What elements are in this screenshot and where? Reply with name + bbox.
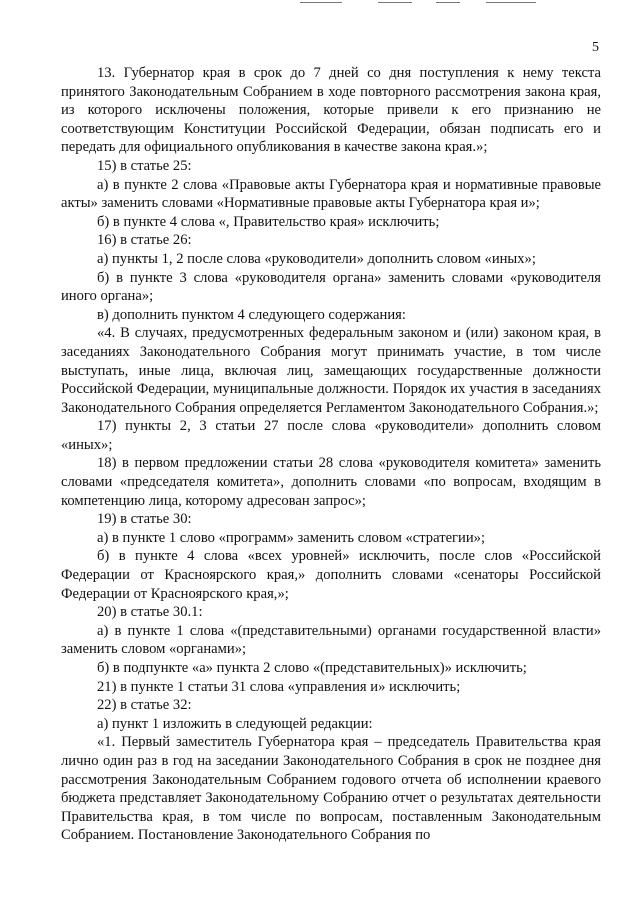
paragraph: «4. В случаях, предусмотренных федеральным законом и (или) законом края, в заседаниях Законодательного Собрания могут принимать участие, в том числе выступать, иные лица, включая лиц, замещающих государственные должности Российской Федерации, муниципальные должности. Порядок их участия в заседаниях Законодательного Собрания определяется Регламентом Законодательного Собрания.»; (61, 325, 601, 416)
paragraph: б) в пункте 3 слова «руководителя органа» заменить словами «руководителя иного органа»; (61, 269, 601, 305)
paragraph: а) в пункте 2 слова «Правовые акты Губернатора края и нормативные правовые акты» заменить словами «Нормативные правовые акты Губернатора края и»; (61, 176, 601, 212)
paragraph: б) в подпункте «а» пункта 2 слово «(представительных)» исключить; (97, 660, 527, 676)
paragraph: а) в пункте 1 слова «(представительными) органами государственной власти» заменить словом «органами»; (61, 622, 601, 658)
paragraph: «1. Первый заместитель Губернатора края – председатель Правительства края лично один раз в год на заседании Законодательного Собрания в срок не позднее дня рассмотрения Законодательным Собранием годового отчета об исполнении краевого бюджета представляет Законодательному Собранию отчет о результатах деятельности Правительства края, в том числе по вопросам, поставленным Законодательным Собранием. Постановление Законодательного Собрания по (61, 734, 601, 844)
paragraph: в) дополнить пунктом 4 следующего содержания: (97, 306, 406, 323)
paragraph: 21) в пункте 1 статьи 31 слова «управления и» исключить; (97, 678, 461, 695)
paragraph: 16) в статье 26: (97, 232, 192, 249)
paragraph: а) в пункте 1 слово «программ» заменить словом «стратегии»; (97, 529, 486, 546)
paragraph: а) пункт 1 изложить в следующей редакции: (97, 715, 373, 732)
paragraph: 19) в статье 30: (97, 511, 192, 528)
paragraph: 13. Губернатор края в срок до 7 дней со дня поступления к нему текста принятого Законодательным Собранием в ходе повторного рассмотрения закона края, из которого исключены положения, которые привели к его признанию не соответствующим Конституции Российской Федерации, обязан подписать его и передать для официального опубликования в качестве закона края.»; (61, 65, 601, 156)
document-body (61, 64, 601, 845)
paragraph: 17) пункты 2, 3 статьи 27 после слова «руководители» дополнить словом «иных»; (61, 418, 601, 453)
paragraph: 20) в статье 30.1: (97, 604, 203, 621)
paragraph: а) пункты 1, 2 после слова «руководители» дополнить словом «иных»; (97, 250, 536, 267)
page-number: 5 (592, 40, 599, 55)
paragraph: 22) в статье 32: (97, 697, 192, 714)
paragraph: 18) в первом предложении статьи 28 слова «руководителя комитета» заменить словами «председателя комитета», дополнить словами «по вопросам, входящим в компетенцию лица, которому адресован запрос»; (61, 455, 601, 509)
scan-top-edge-marks (0, 2, 637, 6)
paragraph: б) в пункте 4 слова «, Правительство края» исключить; (97, 213, 440, 230)
paragraph: 15) в статье 25: (97, 157, 192, 174)
paragraph: б) в пункте 4 слова «всех уровней» исключить, после слов «Российской Федерации от Красноярского края,» дополнить словами «сенаторы Российской Федерации от Красноярского края,»; (61, 548, 601, 602)
